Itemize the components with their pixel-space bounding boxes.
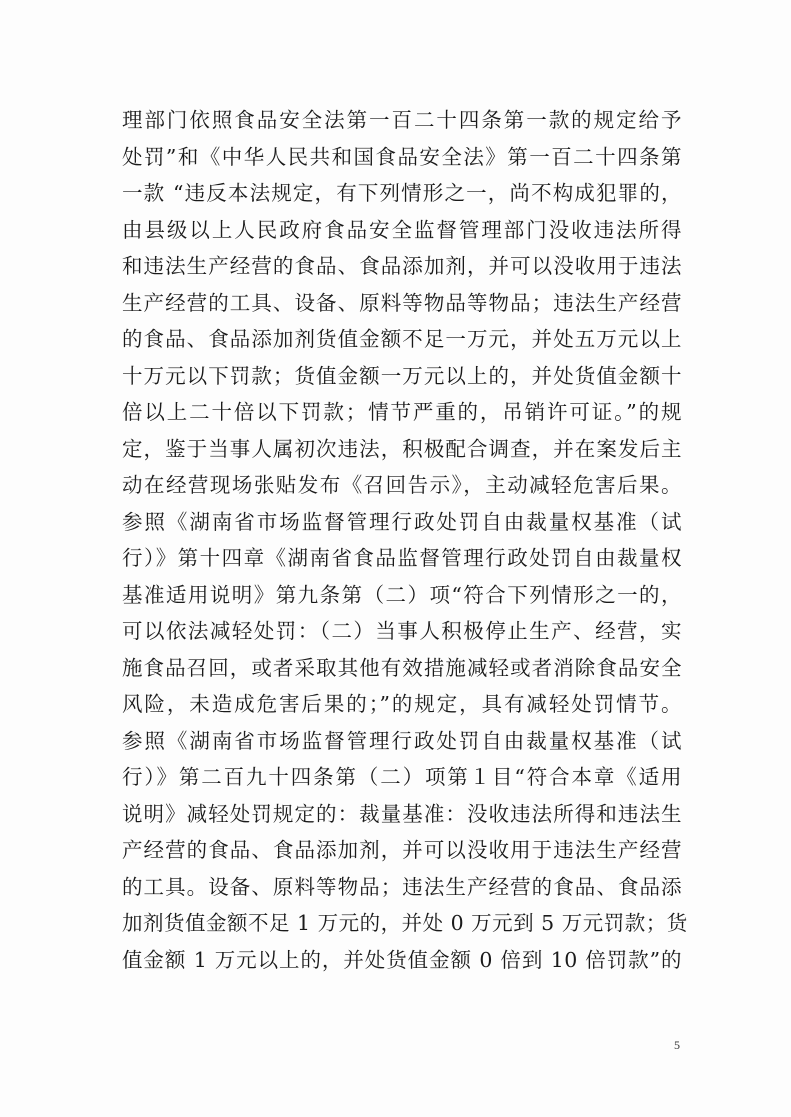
text-line: 可以依法减轻处罚：（二）当事人积极停止生产、经营，实: [122, 619, 682, 643]
text-line: 和违法生产经营的食品、食品添加剂，并可以没收用于违法: [122, 254, 682, 278]
text-line: 值金额 1 万元以上的，并处货值金额 0 倍到 10 倍罚款”的: [122, 947, 682, 972]
text-line: 倍以上二十倍以下罚款；情节严重的，吊销许可证。”的规: [122, 400, 682, 424]
text-line: 生产经营的工具、设备、原料等物品等物品；违法生产经营: [122, 290, 682, 315]
text-line: 理部门依照食品安全法第一百二十四条第一款的规定给予: [122, 108, 682, 132]
text-line: 说明》减轻处罚规定的：裁量基准：没收违法所得和违法生: [122, 801, 682, 826]
text-line: 风险，未造成危害后果的；”的规定，具有减轻处罚情节。: [122, 692, 682, 716]
text-line: 定，鉴于当事人属初次违法，积极配合调查，并在案发后主: [122, 436, 682, 461]
body-text: [122, 102, 688, 978]
text-line: 施食品召回，或者采取其他有效措施减轻或者消除食品安全: [122, 655, 682, 680]
text-line: 动在经营现场张贴发布《召回告示》，主动减轻危害后果。: [122, 473, 682, 497]
text-line: 行）》第二百九十四条第（二）项第１目“符合本章《适用: [122, 765, 682, 789]
text-line: 十万元以下罚款；货值金额一万元以上的，并处货值金额十: [122, 363, 682, 388]
text-line: 的工具。设备、原料等物品；违法生产经营的食品、食品添: [122, 874, 682, 899]
text-line: 由县级以上人民政府食品安全监督管理部门没收违法所得: [122, 217, 682, 242]
text-line: 一款 “违反本法规定，有下列情形之一，尚不构成犯罪的，: [122, 181, 682, 205]
text-line: 的食品、食品添加剂货值金额不足一万元，并处五万元以上: [122, 327, 682, 351]
text-line: 加剂货值金额不足 1 万元的，并处 0 万元到 5 万元罚款；货: [122, 911, 688, 935]
text-line: 参照《湖南省市场监督管理行政处罚自由裁量权基准（试: [122, 509, 682, 534]
text-line: 行）》第十四章《湖南省食品监督管理行政处罚自由裁量权: [122, 546, 682, 570]
text-line: 处罚”和《中华人民共和国食品安全法》第一百二十四条第: [122, 144, 682, 169]
page-number: 5: [674, 1038, 680, 1052]
text-line: 参照《湖南省市场监督管理行政处罚自由裁量权基准（试: [122, 728, 682, 753]
text-line: 基准适用说明》第九条第（二）项“符合下列情形之一的，: [122, 582, 682, 607]
text-line: 产经营的食品、食品添加剂，并可以没收用于违法生产经营: [122, 838, 682, 862]
